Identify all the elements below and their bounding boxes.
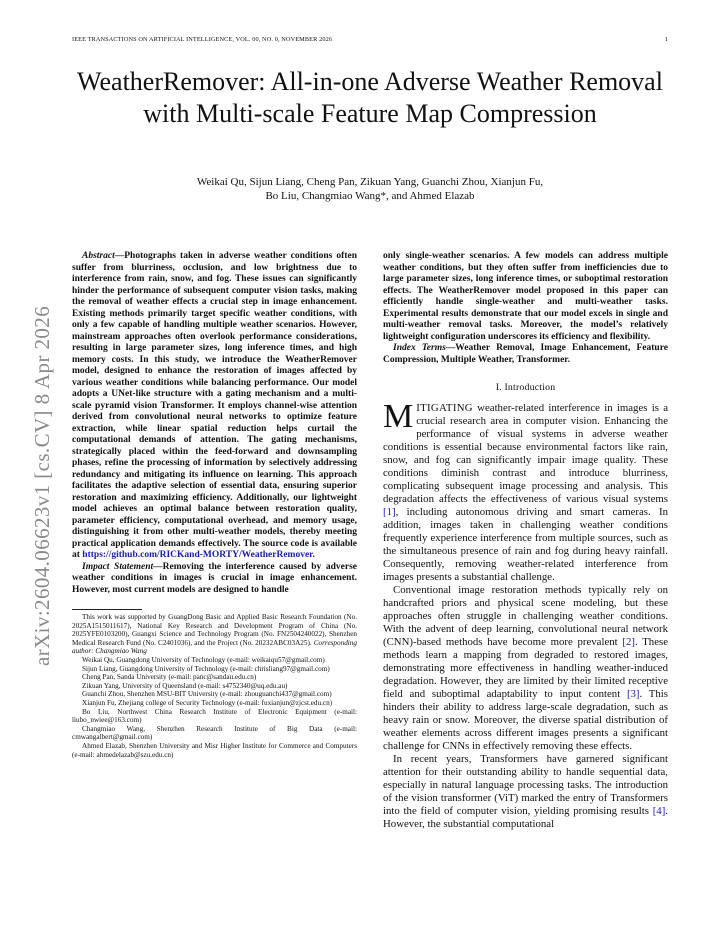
abstract-end: . <box>312 550 315 560</box>
footnote-rule <box>72 609 142 610</box>
citation-2[interactable]: [2] <box>622 635 635 648</box>
section-heading-introduction: I. Introduction <box>495 382 556 393</box>
intro-p1-text-a: weather-related interference in images is a crucial research area in computer vision. Enhancing the performance of visual systems in adverse weather conditions is essential because environmental factors like rain, snow, and fog can significantly impair image quality. These conditions diminish contrast and introduce blurriness, complicating subsequent image processing and analysis. This degradation affects the effectiveness of various visual systems <box>383 401 668 505</box>
footnotes <box>72 613 357 759</box>
intro-paragraph-1 <box>383 397 668 584</box>
intro-p3-text-a: In recent years, Transformers have garnered significant attention for their outstanding ability to handle sequential data, especially in natural language processing tasks. The introduction of the vision transformer (ViT) marked the entry of Transformers into the field of computer vision, yielding promising results <box>383 752 668 817</box>
drop-cap: M <box>383 397 414 435</box>
abstract-text: —Photographs taken in adverse weather conditions often suffer from blurriness, occlusion, and low brightness due to interference from rain, snow, and fog. These issues can significantly hinder the performance of subsequent computer vision tasks, making the removal of weather effects a crucial step in image enhancement. Existing methods primarily target specific weather conditions, with only a few capable of handling multiple weather scenarios. However, mainstream approaches often overlook performance considerations, resulting in large parameter sizes, long inference times, and high memory costs. In this study, we introduce the WeatherRemover model, designed to enhance the restoration of images affected by various weather conditions while balancing performance. Our model adopts a UNet-like structure with a gating mechanism and a multi-scale pyramid vision Transformer. It employs channel-wise attention derived from convolutional neural networks to optimize feature extraction, while linear spatial reduction helps curtail the computational demands of attention. The gating mechanisms, strategically placed within the feed-forward and downsampling phases, refine the processing of information by selectively addressing redundancy and mitigating its influence on learning. This approach facilitates the adaptive selection of essential data, ensuring superior restoration and maximizing efficiency. Additionally, our lightweight model achieves an optimal balance between restoration quality, parameter efficiency, computational overhead, and memory usage, distinguishing it from other multi-weather models, thereby meeting practical application demands effectively. The source code is available at <box>72 251 357 560</box>
author-line-1: Weikai Qu, Sijun Liang, Cheng Pan, Zikuan Yang, Guanchi Zhou, Xianjun Fu, <box>196 176 544 188</box>
affiliation-9: Ahmed Elazab, Shenzhen University and Misr Higher Institute for Commerce and Computers (e-mail: ahmedelazab@szu.edu.cn) <box>72 741 357 759</box>
affiliation-5: Guanchi Zhou, Shenzhen MSU-BIT University (e-mail: zhouguanchi437@gmail.com) <box>82 690 332 699</box>
impact-text-part1: —Removing the interference caused by adverse weather conditions in images is crucial in image enhancement. However, most current models are designed to handle <box>72 561 358 595</box>
impact-statement <box>72 562 357 597</box>
source-code-link[interactable]: https://github.com/RICKand-MORTY/WeatherRemover <box>82 550 313 560</box>
affiliation-3: Cheng Pan, Sanda University (e-mail: panc@sandau.edu.cn) <box>82 673 257 682</box>
affiliation-1: Weikai Qu, Guangdong University of Technology (e-mail: weikaiqu57@gmail.com) <box>82 655 325 664</box>
intro-p2-text-c: . This hinders their ability to address large-scale degradation, such as heavy rain or snow. Moreover, the diverse spatial distribution of weather elements across different images presents a significant challenge for CNNs in effectively removing these effects. <box>383 687 668 752</box>
index-terms-text: —Weather Removal, Image Enhancement, Feature Compression, Multiple Weather, Transformer. <box>383 343 668 365</box>
citation-4[interactable]: [4] <box>652 804 666 817</box>
lead-word: ITIGATING <box>416 401 473 414</box>
funding-note <box>72 613 357 656</box>
abstract <box>72 251 357 562</box>
right-column <box>383 251 668 831</box>
intro-p3-text-b: . However, the substantial computational <box>383 804 668 830</box>
paper-title: WeatherRemover: All-in-one Adverse Weather Removal with Multi-scale Feature Map Compression <box>77 67 663 128</box>
citation-1[interactable]: [1] <box>383 505 396 518</box>
intro-p2-text-a: Conventional image restoration methods typically rely on handcrafted priors and physical scene modeling, but these approaches often struggle in challenging weather conditions. With the advent of deep learning, convolutional neural network (CNN)-based methods have become more prevalent <box>383 583 668 648</box>
affiliation-4: Zikuan Yang, University of Queensland (e-mail: s4752340@uq.edu.au) <box>82 681 288 690</box>
intro-p2-text-b: . These methods learn a mapping from degraded to restored images, demonstrating more effectiveness in handling weather-induced degradation. However, they are limited by their limited receptive field and suboptimal adaptability to input content <box>383 635 668 700</box>
intro-p1-text-b: , including autonomous driving and smart cameras. In addition, images taken in challenging weather conditions frequently experience interference from multiple sources, such as the simultaneous presence of rain and fog during heavy rainfall. Consequently, removing weather-related interference from images presents a substantial challenge. <box>383 505 668 583</box>
journal-header: IEEE TRANSACTIONS ON ARTIFICIAL INTELLIGENCE, VOL. 00, NO. 0, NOVEMBER 2026 <box>72 36 333 43</box>
index-terms <box>383 343 668 366</box>
arxiv-identifier: arXiv:2604.06623v1 [cs.CV] 8 Apr 2026 <box>30 305 54 666</box>
affiliation-8: Changmiao Wang, Shenzhen Research Institute of Big Data (e-mail: cmwangalbert@gmail.com) <box>72 724 357 742</box>
author-line-2: Bo Liu, Changmiao Wang*, and Ahmed Elazab <box>265 190 475 202</box>
index-terms-label: Index Terms <box>393 343 446 353</box>
funding-text: This work was supported by GuangDong Basic and Applied Basic Research Foundation (No. 2025A1515011617), National Key Research and Development Program of China (No. 2025YFE0103200), Guangxi Science and Technology Program (No. FN2504240022), Shenzhen Medical Research Fund (No. C2401036), and the Project (No. 20232ABC03A25). <box>72 613 357 647</box>
impact-label: Impact Statement <box>82 561 154 572</box>
author-list <box>72 175 668 203</box>
intro-paragraph-3 <box>383 753 668 831</box>
intro-paragraph-2 <box>383 584 668 753</box>
affiliation-2: Sijun Liang, Guangdong University of Technology (e-mail: chrisliang97@gmail.com) <box>82 664 330 673</box>
affiliation-6: Xianjun Fu, Zhejiang college of Security Technology (e-mail: fuxianjun@zjcst.edu.cn) <box>82 698 333 707</box>
affiliation-7: Bo Liu, Northwest China Research Institute of Electronic Equipment (e-mail: liubo_nwiee@163.com) <box>72 707 357 725</box>
corresponding-author: Corresponding author: Changmiao Wang <box>72 638 357 656</box>
left-column <box>72 251 357 759</box>
page-number: 1 <box>664 36 668 43</box>
impact-statement-continued: only single-weather scenarios. A few models can address multiple weather conditions, but they often suffer from inefficiencies due to large parameter sizes, long inference times, or suboptimal restoration effects. The WeatherRemover model proposed in this paper can efficiently handle single-weather and multi-weather tasks. Experimental results demonstrate that our model excels in single and multi-weather removal tasks. Moreover, the model’s relatively lightweight configuration underscores its efficiency and flexibility. <box>383 251 668 342</box>
citation-3[interactable]: [3] <box>626 687 640 700</box>
abstract-label: Abstract <box>82 251 115 261</box>
